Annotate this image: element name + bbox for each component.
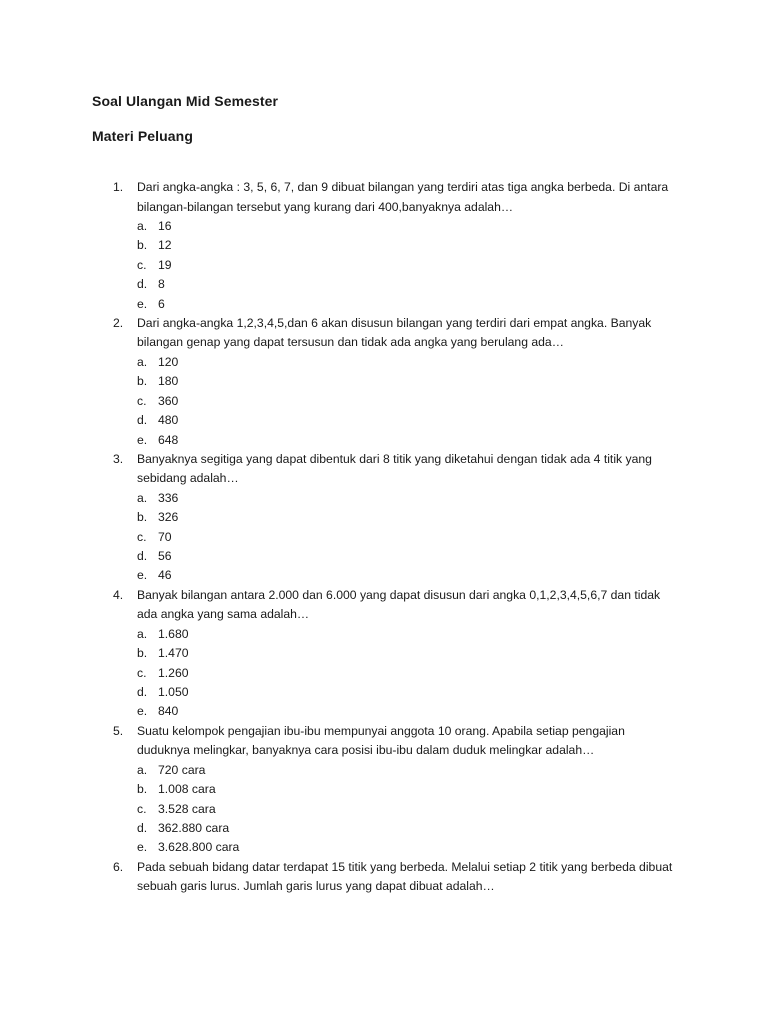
option-letter: a.	[137, 490, 148, 505]
answer-option	[0, 683, 768, 702]
option-letter: a.	[137, 762, 148, 777]
answer-options	[0, 625, 768, 722]
option-letter: d.	[137, 820, 148, 835]
option-letter: b.	[137, 374, 148, 389]
option-letter: b.	[137, 510, 148, 525]
answer-option	[0, 644, 768, 663]
option-value: 12	[158, 238, 172, 253]
answer-options	[0, 489, 768, 586]
question-text: Dari angka-angka : 3, 5, 6, 7, dan 9 dibuat bilangan yang terdiri atas tiga angka berbeda. Di antara bilangan-bilangan tersebut yang kurang dari 400,banyaknya adalah…	[137, 180, 669, 214]
option-letter: e.	[137, 704, 148, 719]
option-letter: d.	[137, 685, 148, 700]
answer-option	[0, 528, 768, 547]
option-letter: e.	[137, 432, 148, 447]
option-value: 1.050	[158, 685, 189, 700]
option-value: 1.008 cara	[158, 782, 216, 797]
option-letter: d.	[137, 277, 148, 292]
option-value: 1.680	[158, 626, 189, 641]
answer-option	[0, 566, 768, 585]
answer-options	[0, 761, 768, 858]
question-text: Pada sebuah bidang datar terdapat 15 titik yang berbeda. Melalui setiap 2 titik yang berbeda dibuat sebuah garis lurus. Jumlah garis lurus yang dapat dibuat adalah…	[137, 859, 673, 894]
answer-option	[0, 702, 768, 721]
option-letter: c.	[137, 393, 147, 408]
option-value: 6	[158, 296, 165, 311]
question-number: 1.	[113, 180, 124, 194]
question-item	[0, 858, 768, 897]
question-number: 2.	[113, 315, 124, 330]
option-value: 336	[158, 490, 179, 505]
question-list	[0, 178, 768, 897]
question-item	[0, 314, 768, 450]
answer-option	[0, 508, 768, 527]
answer-option	[0, 236, 768, 255]
option-value: 1.470	[158, 646, 189, 661]
answer-option	[0, 353, 768, 372]
option-letter: a.	[137, 626, 148, 641]
option-value: 8	[158, 277, 165, 292]
option-letter: e.	[137, 568, 148, 583]
option-letter: c.	[137, 801, 147, 816]
question-item	[0, 586, 768, 722]
option-value: 480	[158, 413, 179, 428]
option-letter: d.	[137, 413, 148, 428]
question-text: Banyaknya segitiga yang dapat dibentuk dari 8 titik yang diketahui dengan tidak ada 4 titik yang sebidang adalah…	[137, 451, 652, 486]
option-value: 3.528 cara	[158, 801, 216, 816]
option-letter: c.	[137, 529, 147, 544]
option-value: 3.628.800 cara	[158, 840, 240, 855]
question-item	[0, 450, 768, 586]
option-letter: d.	[137, 549, 148, 564]
question-item	[0, 178, 768, 314]
question-text: Dari angka-angka 1,2,3,4,5,dan 6 akan disusun bilangan yang terdiri dari empat angka. Banyak bilangan genap yang dapat tersusun dan tidak ada angka yang berulang ada…	[137, 315, 652, 350]
option-value: 120	[158, 354, 179, 369]
page-subtitle: Materi Peluang	[92, 128, 193, 144]
option-value: 1.260	[158, 665, 189, 680]
answer-option	[0, 838, 768, 857]
option-letter: e.	[137, 840, 148, 855]
option-value: 46	[158, 568, 172, 583]
option-value: 16	[158, 219, 172, 233]
answer-option	[0, 819, 768, 838]
question-number: 4.	[113, 587, 124, 602]
question-text: Suatu kelompok pengajian ibu-ibu mempunyai anggota 10 orang. Apabila setiap pengajian duduknya melingkar, banyaknya cara posisi ibu-ibu dalam duduk melingkar adalah…	[137, 723, 625, 758]
answer-option	[0, 411, 768, 430]
answer-option	[0, 800, 768, 819]
answer-option	[0, 275, 768, 294]
option-value: 840	[158, 704, 179, 719]
answer-option	[0, 217, 768, 236]
option-value: 56	[158, 549, 172, 564]
option-letter: a.	[137, 354, 148, 369]
answer-options	[0, 217, 768, 314]
option-letter: b.	[137, 782, 148, 797]
question-text: Banyak bilangan antara 2.000 dan 6.000 yang dapat disusun dari angka 0,1,2,3,4,5,6,7 dan tidak ada angka yang sama adalah…	[137, 587, 661, 622]
question-number: 6.	[113, 859, 124, 874]
answer-option	[0, 431, 768, 450]
answer-option	[0, 256, 768, 275]
option-letter: c.	[137, 257, 147, 272]
answer-options	[0, 353, 768, 450]
option-value: 720 cara	[158, 762, 206, 777]
option-value: 648	[158, 432, 179, 447]
question-item	[0, 722, 768, 858]
answer-option	[0, 295, 768, 314]
page-title: Soal Ulangan Mid Semester	[92, 93, 279, 109]
option-letter: e.	[137, 296, 148, 311]
answer-option	[0, 780, 768, 799]
answer-option	[0, 372, 768, 391]
option-value: 180	[158, 374, 179, 389]
option-value: 326	[158, 510, 179, 525]
option-value: 360	[158, 393, 179, 408]
answer-option	[0, 392, 768, 411]
option-value: 70	[158, 529, 172, 544]
option-letter: b.	[137, 238, 148, 253]
answer-option	[0, 489, 768, 508]
question-number: 5.	[113, 723, 124, 738]
option-letter: c.	[137, 665, 147, 680]
answer-option	[0, 664, 768, 683]
answer-option	[0, 625, 768, 644]
answer-option	[0, 761, 768, 780]
option-value: 19	[158, 257, 172, 272]
question-number: 3.	[113, 451, 124, 466]
answer-option	[0, 547, 768, 566]
option-letter: a.	[137, 219, 148, 233]
option-letter: b.	[137, 646, 148, 661]
option-value: 362.880 cara	[158, 820, 230, 835]
